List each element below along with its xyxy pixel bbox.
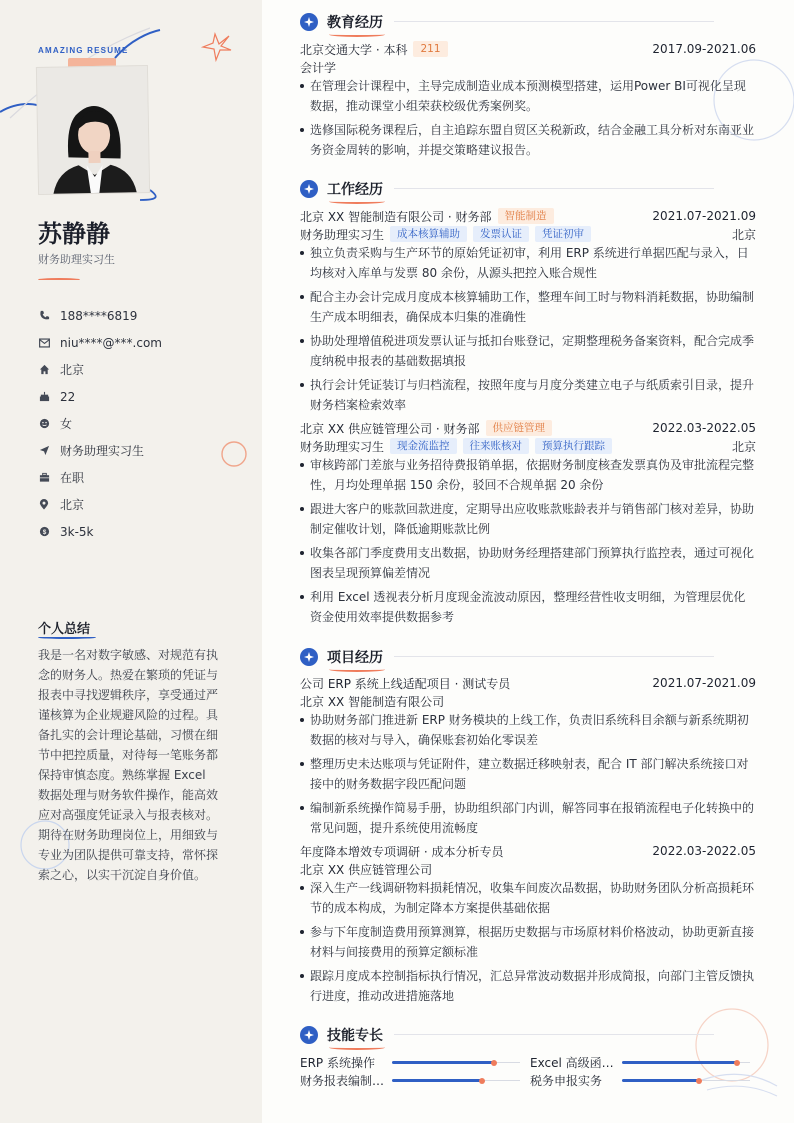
contact-text: 北京 — [60, 363, 85, 377]
section-title: 工作经历 — [327, 179, 383, 199]
contact-gender — [38, 410, 162, 437]
skill-tag: 往来账核对 — [463, 438, 530, 454]
sparkle-icon — [300, 13, 318, 31]
section-title: 技能专长 — [327, 1025, 383, 1045]
candidate-role: 财务助理实习生 — [38, 253, 115, 266]
skill-item — [300, 1054, 520, 1071]
section-rule — [394, 188, 714, 189]
gender-icon — [38, 418, 50, 430]
contact-phone[interactable] — [38, 302, 162, 329]
project-period: 2022.03-2022.05 — [652, 844, 756, 858]
skill-dot — [734, 1060, 740, 1066]
main-content — [262, 0, 794, 1123]
education-section-header — [300, 12, 383, 32]
project-bullets — [300, 710, 756, 842]
work-section-header — [300, 179, 383, 199]
school-name: 北京交通大学 · 本科 — [300, 42, 408, 57]
company-name: 北京 XX 智能制造有限公司 · 财务部 — [300, 209, 492, 224]
sparkle-icon — [300, 1026, 318, 1044]
major: 会计学 — [300, 60, 337, 75]
industry-tag: 智能制造 — [498, 208, 554, 224]
contact-salary — [38, 518, 162, 545]
list-item: 配合主办会计完成月度成本核算辅助工作，整理车间工时与物料消耗数据，协助编制生产成本明细表，确保成本归集的准确性 — [300, 287, 756, 327]
job-city: 北京 — [731, 439, 756, 454]
list-item: 编制新系统操作简易手册，协助组织部门内训，解答同事在报销流程电子化转换中的常见问题，提升系统使用流畅度 — [300, 798, 756, 838]
sparkle-icon — [300, 180, 318, 198]
skill-tag: 现金流监控 — [390, 438, 457, 454]
list-item: 深入生产一线调研物料损耗情况，收集车间废次品数据，协助财务团队分析高损耗环节的成本构成，为制定降本方案提供基础依据 — [300, 878, 756, 918]
education-row — [300, 40, 756, 58]
role-underline — [38, 278, 80, 281]
summary-text: 我是一名对数字敏感、对规范有执念的财务人。热爱在繁琐的凭证与报表中寻找逻辑秩序，享受通过严谨核算为企业规避风险的过程。具备扎实的会计理论基础，习惯在细节中把控质量，对待每一笔账务都保持审慎态度。熟练掌握 Excel 数据处理与财务软件操作，能高效应对高强度凭证录入与报表核对。期待在财务助理岗位上，用细致与专业为团队提供可靠支持，常怀探索之心，以实干沉淀自身价值。 — [38, 648, 219, 882]
contact-text: 北京 — [60, 498, 85, 512]
avatar-photo — [36, 65, 150, 195]
skill-fill — [392, 1079, 482, 1082]
contact-age — [38, 383, 162, 410]
contact-text: 女 — [60, 417, 73, 431]
skill-bar — [622, 1078, 750, 1084]
summary-underline — [38, 636, 96, 639]
cake-icon — [38, 391, 50, 403]
position-row — [300, 225, 756, 243]
skill-bar — [622, 1060, 750, 1066]
industry-tag: 供应链管理 — [486, 420, 553, 436]
phone-icon — [38, 310, 50, 322]
school-tag: 211 — [413, 41, 447, 57]
list-item: 执行会计凭证装订与归档流程，按照年度与月度分类建立电子与纸质索引目录，提升财务档案检索效率 — [300, 375, 756, 415]
education-period: 2017.09-2021.06 — [652, 42, 756, 56]
skill-name: ERP 系统操作 — [300, 1056, 375, 1070]
skill-tag: 成本核算辅助 — [390, 226, 467, 242]
list-item: 选修国际税务课程后，自主追踪东盟自贸区关税新政，结合金融工具分析对东南亚业务资金周转的影响，并提交策略建议报告。 — [300, 120, 756, 160]
position-name: 财务助理实习生 — [300, 227, 385, 242]
skill-item — [530, 1054, 750, 1071]
list-item: 参与下年度制造费用预算测算，根据历史数据与市场原材料价格波动，协助更新直接材料与间接费用的预算定额标准 — [300, 922, 756, 962]
sparkle-icon — [300, 648, 318, 666]
contact-list — [38, 302, 162, 545]
svg-text:$: $ — [42, 528, 46, 536]
contact-text: 财务助理实习生 — [60, 444, 145, 458]
list-item: 利用 Excel 透视表分析月度现金流波动原因，整理经营性收支明细，为管理层优化资金使用效率提供数据参考 — [300, 587, 756, 627]
section-rule — [394, 656, 714, 657]
skills-section-header — [300, 1025, 383, 1045]
contact-text: 3k-5k — [60, 524, 94, 539]
skill-fill — [622, 1061, 737, 1064]
project-company-row — [300, 692, 756, 710]
project-period: 2021.07-2021.09 — [652, 676, 756, 690]
skill-tag: 凭证初审 — [535, 226, 591, 242]
job-row — [300, 419, 756, 437]
skill-tag: 发票认证 — [473, 226, 529, 242]
skill-fill — [392, 1061, 494, 1064]
contact-home — [38, 356, 162, 383]
major-row — [300, 58, 756, 76]
send-icon — [38, 445, 50, 457]
project-bullets — [300, 878, 756, 1010]
list-item: 跟踪月度成本控制指标执行情况，汇总异常波动数据并形成简报，向部门主管反馈执行进度，推动改进措施落地 — [300, 966, 756, 1006]
project-name: 公司 ERP 系统上线适配项目 · 测试专员 — [300, 676, 511, 691]
projects-section-header — [300, 647, 383, 667]
position-name: 财务助理实习生 — [300, 439, 385, 454]
salary-icon — [38, 526, 50, 538]
contact-email[interactable] — [38, 329, 162, 356]
project-company: 北京 XX 智能制造有限公司 — [300, 694, 445, 709]
job-period: 2021.07-2021.09 — [652, 209, 756, 223]
section-title: 项目经历 — [327, 647, 383, 667]
section-title: 教育经历 — [327, 12, 383, 32]
company-name: 北京 XX 供应链管理公司 · 财务部 — [300, 421, 480, 436]
contact-target-role — [38, 437, 162, 464]
project-row — [300, 674, 756, 692]
briefcase-icon — [38, 472, 50, 484]
candidate-name: 苏静静 — [38, 220, 110, 248]
resume-banner: AMAZING RESUME — [38, 46, 129, 55]
position-row — [300, 437, 756, 455]
contact-text: 在职 — [60, 471, 85, 485]
list-item: 在管理会计课程中，主导完成制造业成本预测模型搭建，运用Power BI可视化呈现数据，推动课堂小组荣获校级优秀案例奖。 — [300, 76, 756, 116]
summary-title: 个人总结 — [38, 622, 91, 637]
project-row — [300, 842, 756, 860]
job-bullets — [300, 243, 756, 419]
contact-text: 22 — [60, 389, 76, 404]
list-item: 整理历史未达账项与凭证附件，建立数据迁移映射表，配合 IT 部门解决系统接口对接中的财务数据字段匹配问题 — [300, 754, 756, 794]
job-city: 北京 — [731, 227, 756, 242]
skill-item — [300, 1072, 520, 1089]
skill-fill — [622, 1079, 699, 1082]
project-company-row — [300, 860, 756, 878]
list-item: 审核跨部门差旅与业务招待费报销单据，依据财务制度核查发票真伪及审批流程完整性，月均处理单据 150 余份，驳回不合规单据 20 余份 — [300, 455, 756, 495]
skill-tag: 预算执行跟踪 — [535, 438, 612, 454]
project-name: 年度降本增效专项调研 · 成本分析专员 — [300, 844, 504, 859]
skill-name: Excel 高级函… — [530, 1056, 614, 1070]
list-item: 协助处理增值税进项发票认证与抵扣台账登记，定期整理税务备案资料，配合完成季度纳税申报表的基础数据填报 — [300, 331, 756, 371]
list-item: 收集各部门季度费用支出数据，协助财务经理搭建部门预算执行监控表，通过可视化图表呈现预算偏差情况 — [300, 543, 756, 583]
mail-icon — [38, 337, 50, 349]
contact-text: 188****6819 — [60, 308, 138, 323]
skill-item — [530, 1072, 750, 1089]
job-row — [300, 207, 756, 225]
skill-name: 税务申报实务 — [530, 1074, 603, 1088]
section-rule — [394, 1034, 714, 1035]
skill-bar — [392, 1078, 520, 1084]
contact-text: niu****@***.com — [60, 335, 162, 350]
list-item: 独立负责采购与生产环节的原始凭证初审，利用 ERP 系统进行单据匹配与录入，日均核对入库单与发票 80 余份，从源头把控入账合规性 — [300, 243, 756, 283]
skill-dot — [696, 1078, 702, 1084]
skill-bar — [392, 1060, 520, 1066]
home-icon — [38, 364, 50, 376]
list-item: 协助财务部门推进新 ERP 财务模块的上线工作，负责旧系统科目余额与新系统期初数据的核对与导入，确保账套初始化零误差 — [300, 710, 756, 750]
location-pin-icon — [38, 499, 50, 511]
contact-location — [38, 491, 162, 518]
project-company: 北京 XX 供应链管理公司 — [300, 862, 433, 877]
skill-dot — [479, 1078, 485, 1084]
skill-dot — [491, 1060, 497, 1066]
skill-name: 财务报表编制… — [300, 1074, 385, 1088]
section-rule — [394, 21, 714, 22]
education-bullets — [300, 76, 756, 164]
job-period: 2022.03-2022.05 — [652, 421, 756, 435]
contact-status — [38, 464, 162, 491]
job-bullets — [300, 455, 756, 631]
sidebar — [0, 0, 262, 1123]
list-item: 跟进大客户的账款回款进度，定期导出应收账款账龄表并与销售部门核对差异，协助制定催收计划，降低逾期账款比例 — [300, 499, 756, 539]
